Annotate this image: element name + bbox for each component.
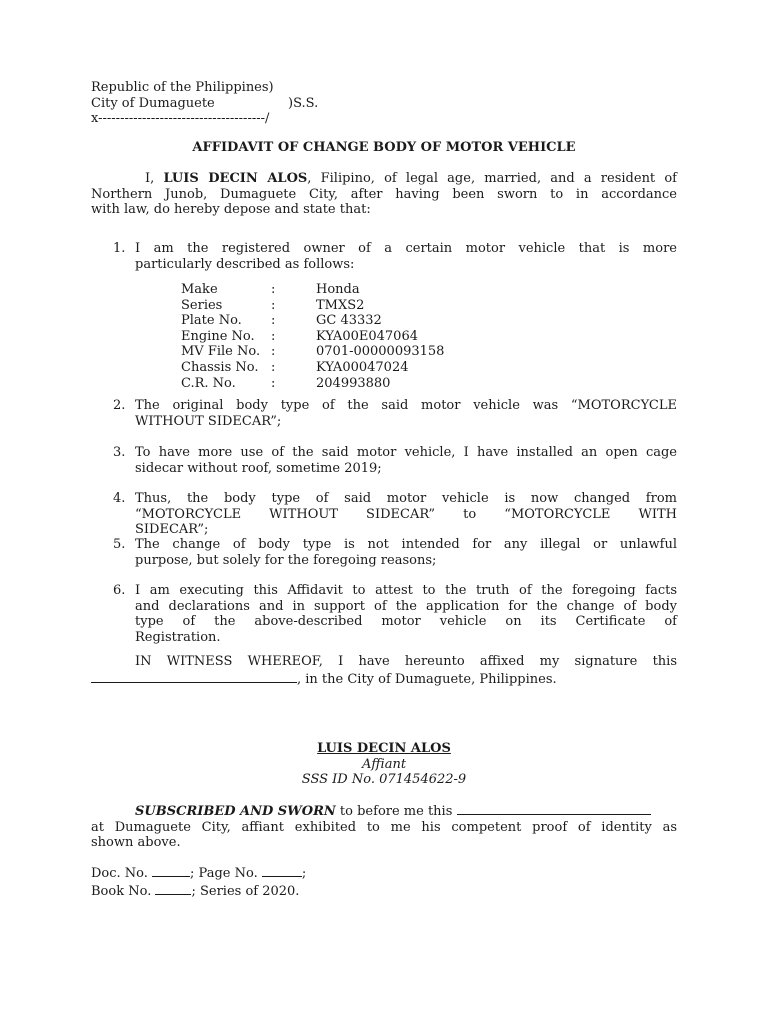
notarial-register: Doc. No. ; Page No. ; Book No. ; Series of 2020. [91, 866, 307, 899]
item-4-number: 4. [113, 491, 126, 506]
date-signature-blank [91, 670, 297, 683]
signatory-role: Affiant [361, 756, 407, 772]
venue-republic [91, 80, 274, 96]
affidavit-page: Republic of the Philippines) City of Dumaguete )S.S. x--------------------------------------/ AFFIDAVIT OF CHANGE BODY OF MOTOR VEHICLE I, LUIS DECIN ALOS, Filipino, of legal age, married, and a resident of Northern Junob, Dumaguete City, after having been sworn to in accordance with law, do hereby depose and state that: 1. I am the registered owner of a certain motor vehicle that is more particularly described as follows: Make : Honda Series : TMXS2 Plate No. : GC 43332 Engine No. : KYA00E047064 MV File No. : 0701-00000093158 Chassis No. : KYA00047024 C.R. No. : 204993880 2. The original body type of the said motor vehicle was “MOTORCYCLE WITHOUT SIDECAR”; 3. To have more use of the said motor vehicle, I have installed an open cage sidecar without roof, sometime 2019; 4. Thus, the body type of said motor vehicle is now changed from “MOTORCYCLE WITHOUT SIDECAR” to “MOTORCYCLE WITH SIDECAR”; 5. The change of body type is not intended for any illegal or unlawful purpose, but solely for the foregoing reasons; 6. I am executing this Affidavit to attest to the truth of the foregoing facts and declarations and in support of the application for the change of body type of the above-described motor vehicle on its Certificate of Registration. IN WITNESS WHEREOF, I have hereunto affixed my signature this , in the City of Dumaguete, Philippines. LUIS DECIN ALOS Affiant SSS ID No. 071454622-9 SUBSCRIBED AND SWORN to before me this at Dumaguete City, affiant exhibited to me his competent proof of identity as shown above. Doc. No. ; Page No. ; Book No. ; Series of 2020. [0, 0, 768, 1024]
intro-paragraph: I, LUIS DECIN ALOS, Filipino, of legal age, married, and a resident of Northern Junob, Dumaguete City, after having been sworn to in accordance with law, do hereby depose and state that: [91, 171, 677, 218]
item-2-number: 2. [113, 398, 126, 413]
item-1-text: I am the registered owner of a certain motor vehicle that is more particularly described as follows: [135, 241, 677, 272]
signature-block [84, 741, 684, 788]
item-2-text: The original body type of the said motor vehicle was “MOTORCYCLE WITHOUT SIDECAR”; [135, 398, 677, 429]
signatory-id: SSS ID No. 071454622-9 [301, 772, 467, 788]
venue-ss: )S.S. [288, 95, 319, 111]
jurat: SUBSCRIBED AND SWORN to before me this at Dumaguete City, affiant exhibited to me his competent proof of identity as shown above. [91, 804, 677, 851]
venue-line-1: Republic of the Philippines) [91, 80, 274, 95]
item-6-number: 6. [113, 583, 126, 598]
document-title: AFFIDAVIT OF CHANGE BODY OF MOTOR VEHICLE [192, 140, 576, 155]
item-5-text: The change of body type is not intended for any illegal or unlawful purpose, but solely for the foregoing reasons; [135, 537, 677, 568]
page-no-blank [262, 864, 302, 877]
affiant-name: LUIS DECIN ALOS [163, 171, 308, 186]
witness-clause: IN WITNESS WHEREOF, I have hereunto affixed my signature this , in the City of Dumaguete, Philippines. [91, 654, 677, 687]
doc-no-blank [152, 864, 190, 877]
book-no-blank [155, 882, 191, 895]
item-6-text: I am executing this Affidavit to attest to the truth of the foregoing facts and declarations and in support of the application for the change of body type of the above-described motor vehicle on its Certificate of Registration. [135, 583, 677, 645]
item-1-number: 1. [113, 241, 126, 256]
item-5-number: 5. [113, 537, 126, 552]
item-3-text: To have more use of the said motor vehicle, I have installed an open cage sidecar without roof, sometime 2019; [135, 445, 677, 476]
signatory-name: LUIS DECIN ALOS [317, 741, 451, 756]
venue-city-name: City of Dumaguete [91, 95, 215, 111]
jurat-date-blank [457, 802, 651, 815]
item-3-number: 3. [113, 445, 126, 460]
venue-city [91, 96, 351, 112]
item-4-text: Thus, the body type of said motor vehicle is now changed from “MOTORCYCLE WITHOUT SIDECAR” to “MOTORCYCLE WITH SIDECAR”; [135, 491, 677, 538]
venue-divider: x--------------------------------------/ [91, 111, 270, 127]
